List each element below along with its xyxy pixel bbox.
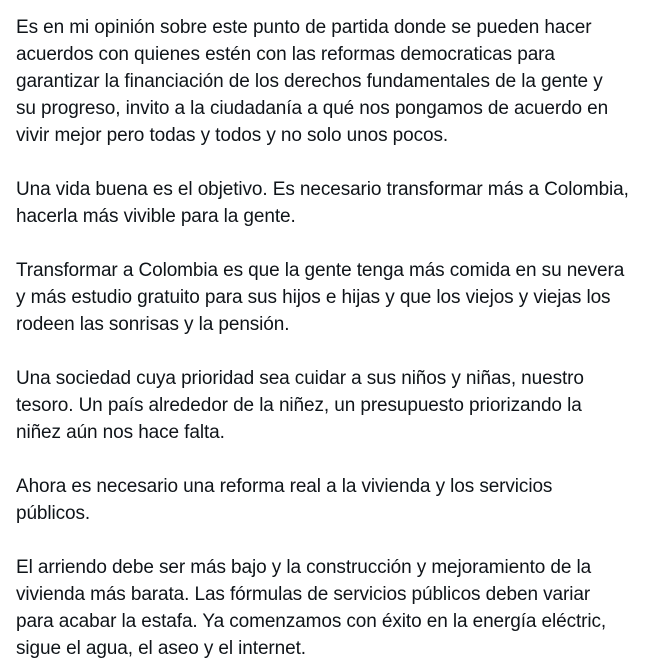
post-paragraph-3: Transformar a Colombia es que la gente tenga más comida en su nevera y más estudio gratuito para sus hijos e hijas y que los viejos y viejas los rodeen las sonrisas y la pensión. (16, 260, 625, 335)
post-paragraph-1: Es en mi opinión sobre este punto de partida donde se pueden hacer acuerdos con quienes estén con las reformas democraticas para garantizar la financiación de los derechos fundamentales de la gente y su progreso, invito a la ciudadanía a qué nos pongamos de acuerdo en vivir mejor pero todas y todos y no solo unos pocos. (16, 17, 609, 146)
post-paragraph-4: Una sociedad cuya prioridad sea cuidar a sus niños y niñas, nuestro tesoro. Un país alrededor de la niñez, un presupuesto priorizando la niñez aún nos hace falta. (16, 368, 584, 443)
post-paragraph-2: Una vida buena es el objetivo. Es necesario transformar más a Colombia, hacerla más vivible para la gente. (16, 179, 629, 227)
post-paragraph-5: Ahora es necesario una reforma real a la vivienda y los servicios públicos. (16, 476, 553, 524)
post-paragraph-6: El arriendo debe ser más bajo y la construcción y mejoramiento de la vivienda más barata. Las fórmulas de servicios públicos deben variar para acabar la estafa. Ya comenzamos con éxito en la energía eléctric, sigue el agua, el aseo y el internet. (16, 557, 607, 659)
